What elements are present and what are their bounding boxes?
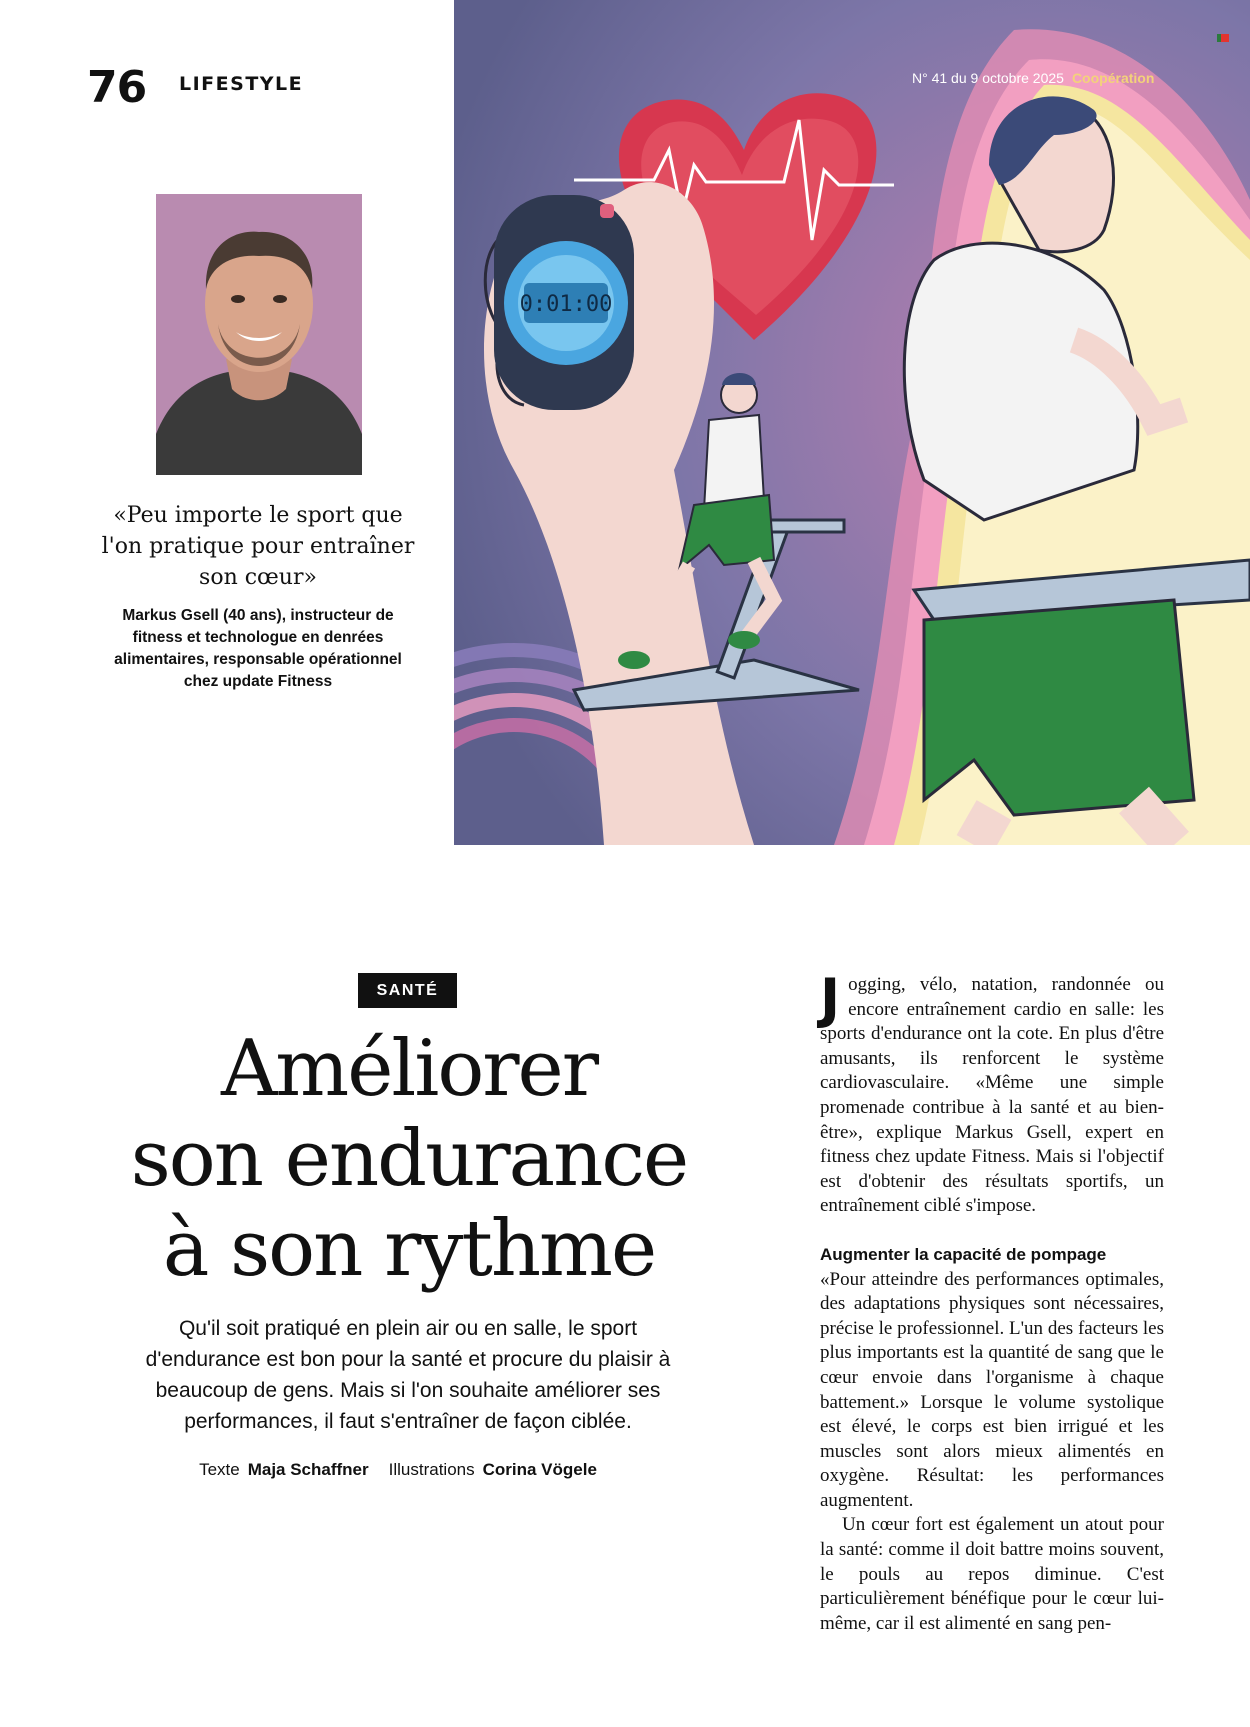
headline [96, 1024, 722, 1294]
portrait-photo [156, 194, 362, 475]
lede: Qu'il soit pratiqué en plein air ou en salle, le sport d'endurance est bon pour la santé et procure du plaisir à beaucoup de gens. Mais si l'on souhaite améliorer ses performances, il faut s'entraîner de façon ciblée. [145, 1317, 671, 1433]
quote-attribution: Markus Gsell (40 ans), instructeur de fitness et technologue en denrées alimentaires, responsable opérationnel chez update Fitness [114, 607, 402, 690]
headline-line-1: Améliorer [220, 1024, 598, 1114]
body-paragraph-2: «Pour atteindre des performances optimales, des adaptations physiques sont nécessaires, précise le professionnel. L'un des facteurs les plus importants est la quantité de sang que le cœur envoie dans l'organisme à chaque battement.» Lorsque le volume systolique est élevé, le corps est bien irrigué et les muscles sont alors mieux alimentés en oxygène. Résultat: les performances augmentent. [820, 1268, 1164, 1511]
dropcap: J [820, 967, 841, 1030]
text-author: Maja Schaffner [247, 1460, 369, 1479]
body-paragraph-1 [820, 967, 1164, 1219]
stopwatch-icon [494, 195, 634, 410]
color-register-mark [1217, 34, 1229, 42]
category-tag: SANTÉ [358, 973, 457, 1008]
illustration-author: Corina Vögele [482, 1460, 597, 1479]
hero-illustration [454, 0, 1250, 845]
article-body [820, 967, 1164, 1636]
page-number: 76 [87, 62, 147, 113]
section-label: LIFESTYLE [179, 73, 304, 95]
issue-line [912, 70, 1154, 86]
issue-number: N° 41 du 9 octobre 2025 [912, 70, 1064, 86]
body-subhead: Augmenter la capacité de pompage [820, 1244, 1107, 1264]
illustration-label: Illustrations [388, 1460, 475, 1479]
body-paragraph-3: Un cœur fort est également un atout pour la santé: comme il doit battre moins souvent, le pouls au repos diminue. C'est particulièrement bénéfique pour le cœur lui-même, car il est alimenté en sang pen- [820, 1514, 1164, 1634]
headline-line-2: son endurance [130, 1114, 688, 1204]
portrait-illustration [156, 194, 362, 475]
headline-line-3: à son rythme [162, 1204, 656, 1294]
runner-heart-illustration [454, 0, 1250, 845]
text-label: Texte [199, 1460, 240, 1479]
pull-quote: «Peu importe le sport que l'on pratique pour entraîner son cœur» [101, 503, 415, 590]
credits [140, 1460, 676, 1480]
brand-name: Coopération [1071, 70, 1155, 86]
stopwatch-display: 0:01:00 [519, 292, 613, 317]
paragraph-1-text: ogging, vélo, natation, randonnée ou encore entraînement cardio en salle: les sports d'endurance ont la cote. En plus d'être amusants, ils renforcent le système cardiovasculaire. «Même une simple promenade contribue à la santé et au bien-être», explique Markus Gsell, expert en fitness chez update Fitness. Mais si l'objectif est d'obtenir des résultats sportifs, un entraînement ciblé s'impose. [820, 974, 1164, 1217]
